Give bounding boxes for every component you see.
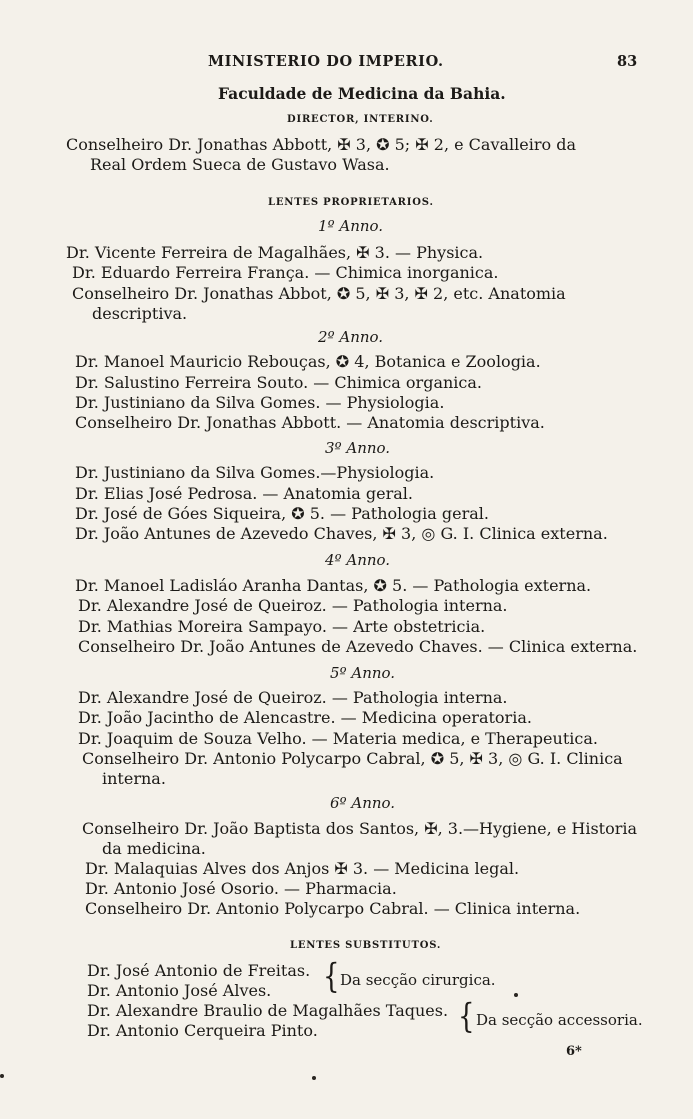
year-heading-3: 3º Anno. [325, 439, 391, 457]
entry-line: Dr. José de Góes Siqueira, ✪ 5. — Pathologia geral. [75, 504, 489, 523]
entry-line: Dr. Alexandre José de Queiroz. — Pathologia interna. [78, 596, 508, 615]
group-2-note: Da secção accessoria. [476, 1011, 643, 1029]
entry-line: Dr. Malaquias Alves dos Anjos ✠ 3. — Medicina legal. [85, 859, 520, 878]
entry-line: Conselheiro Dr. Antonio Polycarpo Cabral. — Clinica interna. [85, 899, 581, 918]
entry-line: Dr. Manoel Ladisláo Aranha Dantas, ✪ 5. — Pathologia externa. [75, 576, 592, 595]
entry-line: Dr. Justiniano da Silva Gomes. — Physiologia. [75, 393, 445, 412]
entry-line: Dr. Elias José Pedrosa. — Anatomia geral. [75, 484, 413, 503]
substitute-name: Dr. José Antonio de Freitas. [87, 961, 311, 980]
substitutos-heading: LENTES SUBSTITUTOS. [290, 940, 442, 951]
entry-line: Dr. Justiniano da Silva Gomes.—Physiologia. [75, 463, 435, 482]
substitute-name: Dr. Antonio Cerqueira Pinto. [87, 1021, 318, 1040]
entry-line: Dr. Alexandre José de Queiroz. — Pathologia interna. [78, 688, 508, 707]
running-title: MINISTERIO DO IMPERIO. [208, 53, 444, 70]
ink-speck [0, 1074, 4, 1078]
substitute-name: Dr. Antonio José Alves. [87, 981, 272, 1000]
entry-line: Conselheiro Dr. João Baptista dos Santos, ✠, 3.—Hygiene, e Historia [82, 819, 638, 838]
group-1-note: Da secção cirurgica. [340, 971, 496, 989]
ink-speck [312, 1076, 316, 1080]
entry-line: da medicina. [102, 839, 206, 858]
entry-line: descriptiva. [92, 304, 188, 323]
faculty-title: Faculdade de Medicina da Bahia. [218, 84, 506, 103]
entry-line: Dr. Eduardo Ferreira França. — Chimica inorganica. [72, 263, 499, 282]
brace-group-2: { [458, 997, 475, 1037]
entry-line: Conselheiro Dr. João Antunes de Azevedo Chaves. — Clinica externa. [78, 637, 638, 656]
entry-line: interna. [102, 769, 166, 788]
substitute-name: Dr. Alexandre Braulio de Magalhães Taques. [87, 1001, 449, 1020]
entry-line: Dr. Mathias Moreira Sampayo. — Arte obstetricia. [78, 617, 486, 636]
page-number: 83 [617, 53, 638, 70]
entry-line: Dr. Salustino Ferreira Souto. — Chimica organica. [75, 373, 482, 392]
year-heading-4: 4º Anno. [325, 551, 391, 569]
entry-line: Dr. Manoel Mauricio Rebouças, ✪ 4, Botanica e Zoologia. [75, 352, 541, 371]
entry-line: Dr. Joaquim de Souza Velho. — Materia medica, e Therapeutica. [78, 729, 598, 748]
entry-line: Conselheiro Dr. Jonathas Abbot, ✪ 5, ✠ 3, ✠ 2, etc. Anatomia [72, 284, 566, 303]
director-line-2: Real Ordem Sueca de Gustavo Wasa. [90, 155, 390, 174]
entry-line: Dr. Vicente Ferreira de Magalhães, ✠ 3. — Physica. [66, 243, 484, 262]
year-heading-5: 5º Anno. [330, 664, 396, 682]
year-heading-6: 6º Anno. [330, 794, 396, 812]
entry-line: Dr. João Antunes de Azevedo Chaves, ✠ 3, ◎ G. I. Clinica externa. [75, 524, 608, 543]
entry-line: Conselheiro Dr. Jonathas Abbott. — Anatomia descriptiva. [75, 413, 545, 432]
entry-line: Dr. Antonio José Osorio. — Pharmacia. [85, 879, 397, 898]
entry-line: Conselheiro Dr. Antonio Polycarpo Cabral, ✪ 5, ✠ 3, ◎ G. I. Clinica [82, 749, 623, 768]
year-heading-1: 1º Anno. [318, 217, 384, 235]
brace-group-1: { [323, 957, 340, 997]
director-heading: DIRECTOR, INTERINO. [287, 114, 434, 125]
entry-line: Dr. João Jacintho de Alencastre. — Medicina operatoria. [78, 708, 532, 727]
year-heading-2: 2º Anno. [318, 328, 384, 346]
ink-speck [514, 993, 518, 997]
signature-mark: 6* [566, 1044, 582, 1059]
proprietarios-heading: LENTES PROPRIETARIOS. [268, 197, 434, 208]
director-line-1: Conselheiro Dr. Jonathas Abbott, ✠ 3, ✪ 5; ✠ 2, e Cavalleiro da [66, 135, 577, 154]
